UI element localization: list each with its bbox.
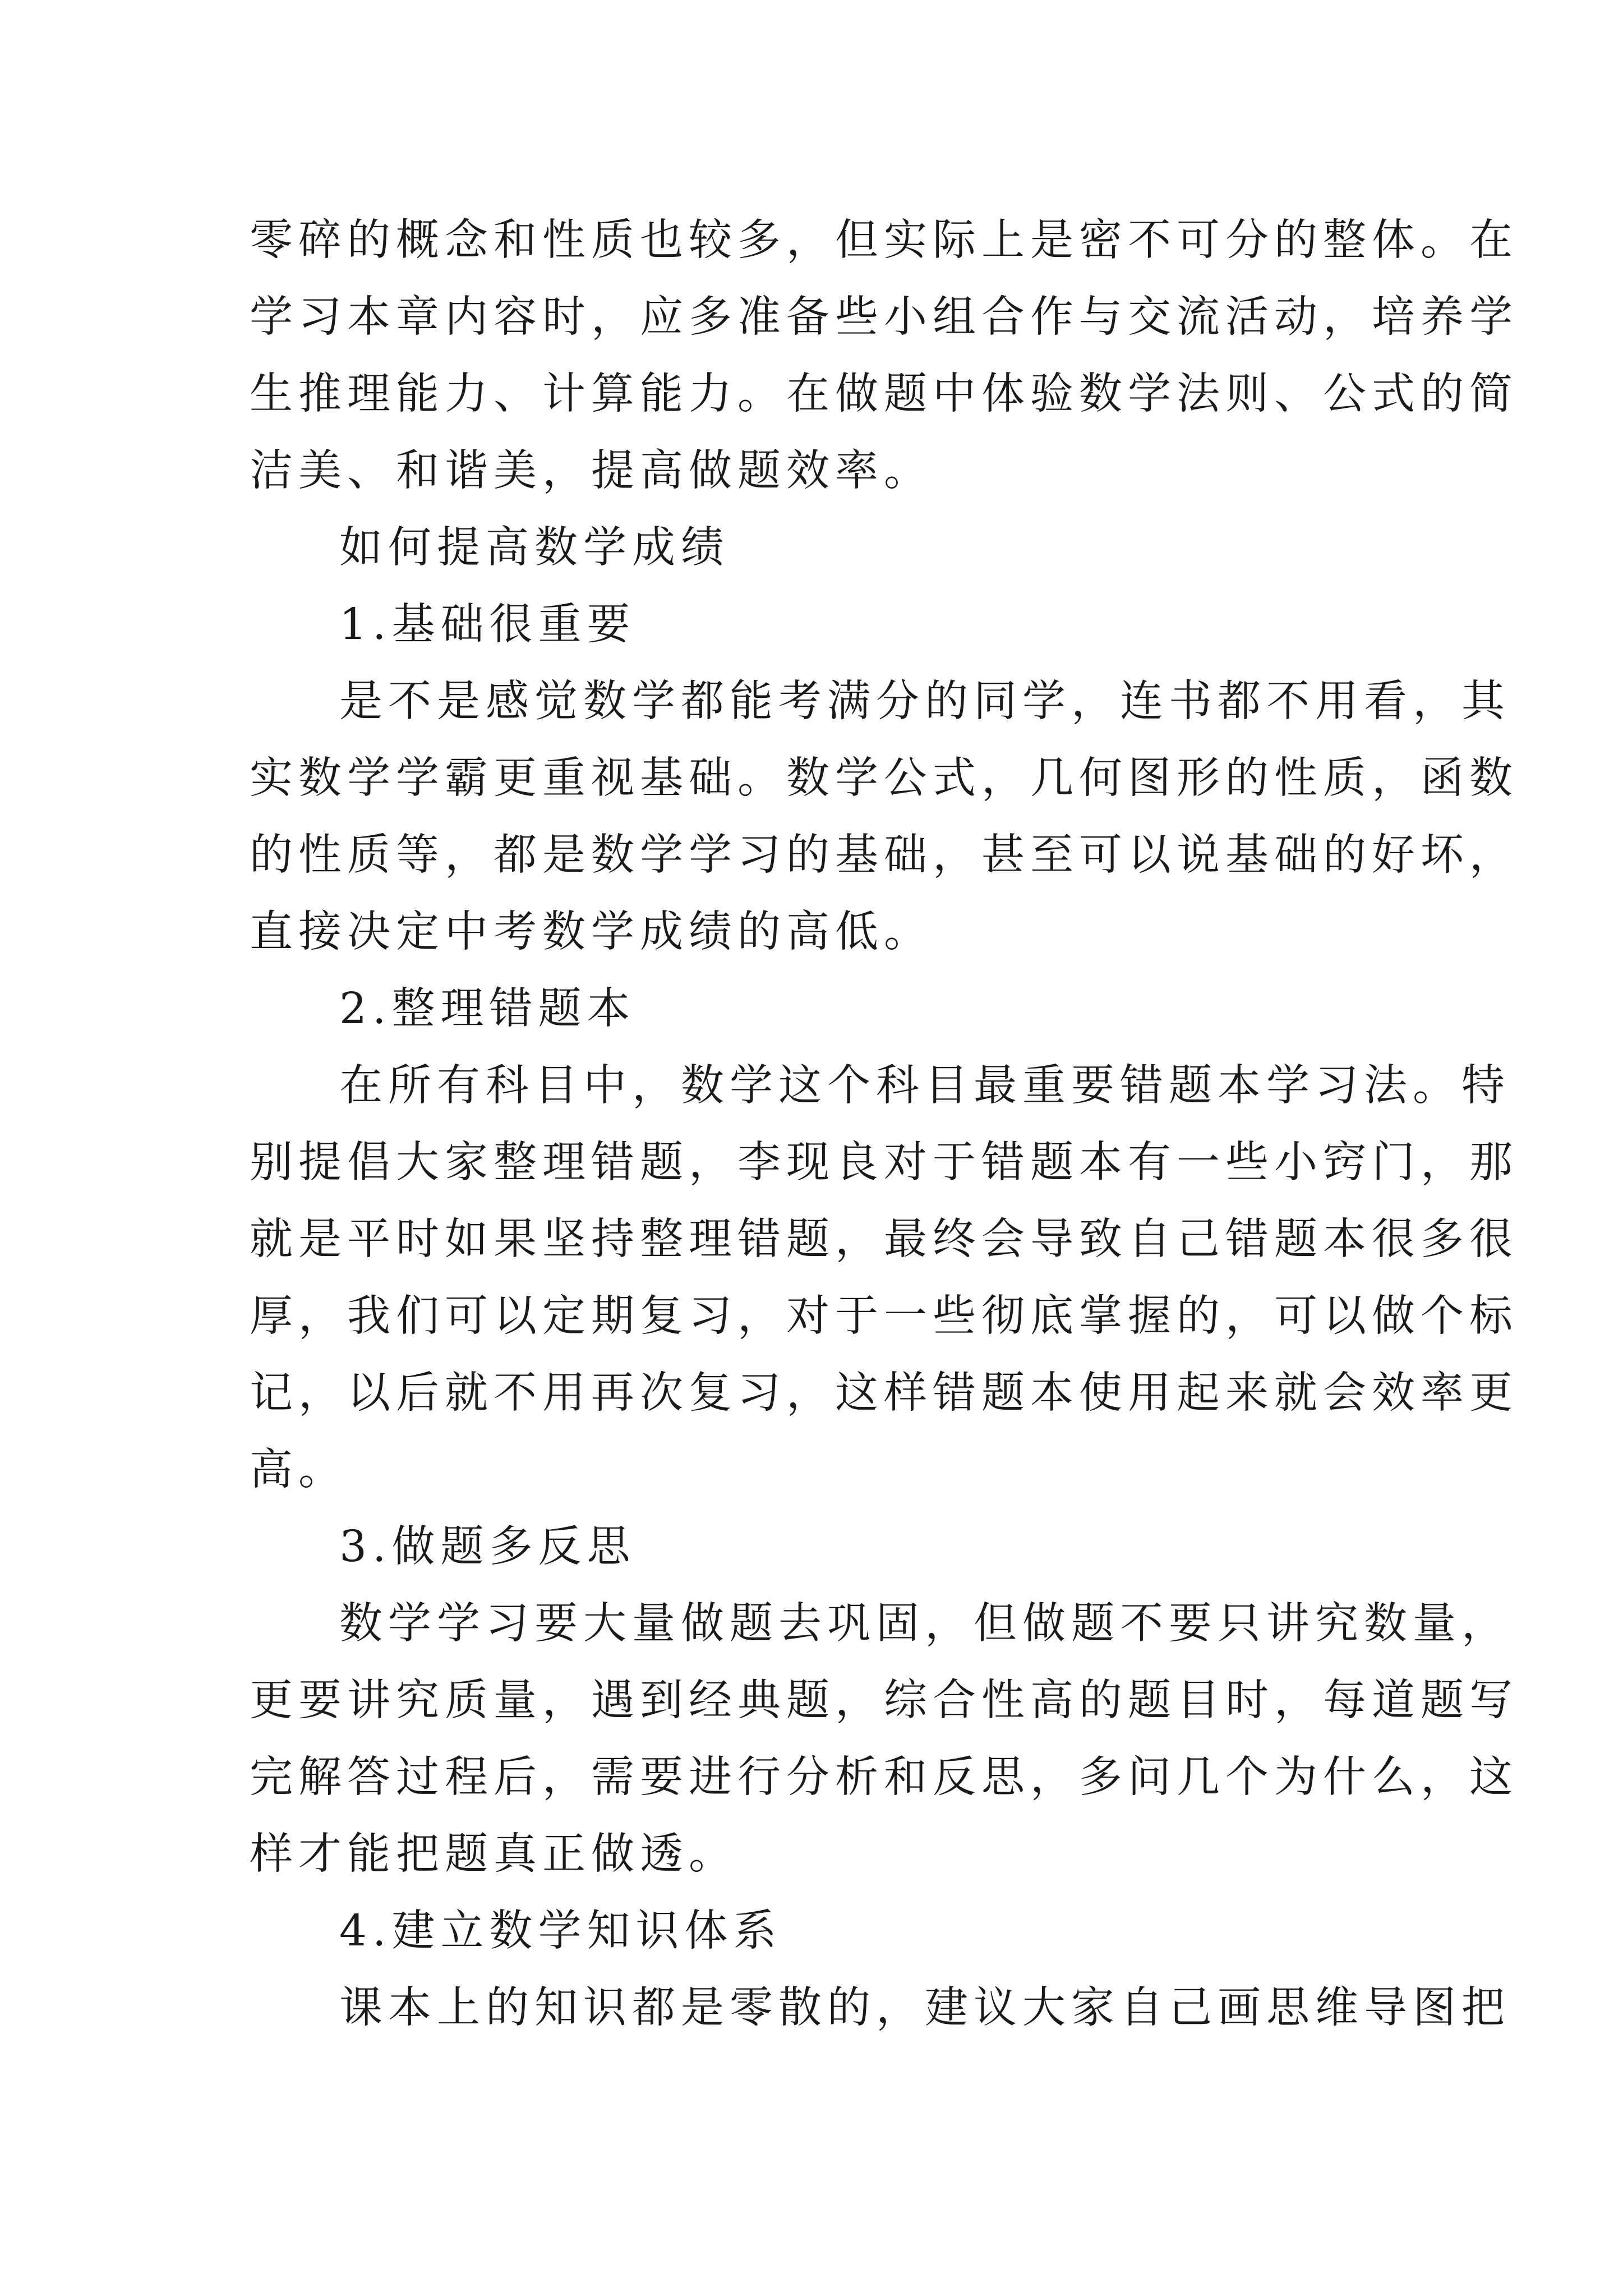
section-heading: 3.做题多反思 xyxy=(339,1522,636,1572)
paragraph-line: 更要讲究质量，遇到经典题，综合性高的题目时，每道题写 xyxy=(250,1676,1518,1726)
paragraph-line: 课本上的知识都是零散的，建议大家自己画思维导图把 xyxy=(339,1983,1510,2033)
paragraph-line: 学习本章内容时，应多准备些小组合作与交流活动，培养学 xyxy=(250,292,1518,342)
paragraph-line: 厚，我们可以定期复习，对于一些彻底掌握的，可以做个标 xyxy=(250,1291,1518,1341)
paragraph-line: 记，以后就不用再次复习，这样错题本使用起来就会效率更 xyxy=(250,1368,1518,1418)
paragraph-line: 就是平时如果坚持整理错题，最终会导致自己错题本很多很 xyxy=(250,1214,1518,1264)
section-heading: 1.基础很重要 xyxy=(339,600,636,650)
paragraph-line: 高。 xyxy=(250,1445,347,1495)
paragraph-line: 是不是感觉数学都能考满分的同学，连书都不用看，其 xyxy=(339,677,1510,726)
paragraph-line: 完解答过程后，需要进行分析和反思，多问几个为什么，这 xyxy=(250,1752,1518,1802)
paragraph-line: 实数学学霸更重视基础。数学公式，几何图形的性质，函数 xyxy=(250,753,1518,803)
paragraph-line: 在所有科目中，数学这个科目最重要错题本学习法。特 xyxy=(339,1061,1510,1111)
paragraph-line: 零碎的概念和性质也较多，但实际上是密不可分的整体。在 xyxy=(250,215,1518,265)
document-body xyxy=(250,202,1518,2046)
paragraph-line: 洁美、和谐美，提高做题效率。 xyxy=(250,446,933,496)
paragraph-line: 样才能把题真正做透。 xyxy=(250,1829,737,1879)
paragraph-line: 的性质等，都是数学学习的基础，甚至可以说基础的好坏， xyxy=(250,830,1518,880)
section-heading: 4.建立数学知识体系 xyxy=(339,1906,782,1956)
paragraph-line: 数学学习要大量做题去巩固，但做题不要只讲究数量， xyxy=(339,1599,1510,1649)
paragraph-line: 生推理能力、计算能力。在做题中体验数学法则、公式的简 xyxy=(250,369,1518,419)
section-heading: 如何提高数学成绩 xyxy=(339,523,730,573)
section-heading: 2.整理错题本 xyxy=(339,984,636,1034)
paragraph-line: 直接决定中考数学成绩的高低。 xyxy=(250,907,933,957)
paragraph-line: 别提倡大家整理错题，李现良对于错题本有一些小窍门，那 xyxy=(250,1138,1518,1188)
